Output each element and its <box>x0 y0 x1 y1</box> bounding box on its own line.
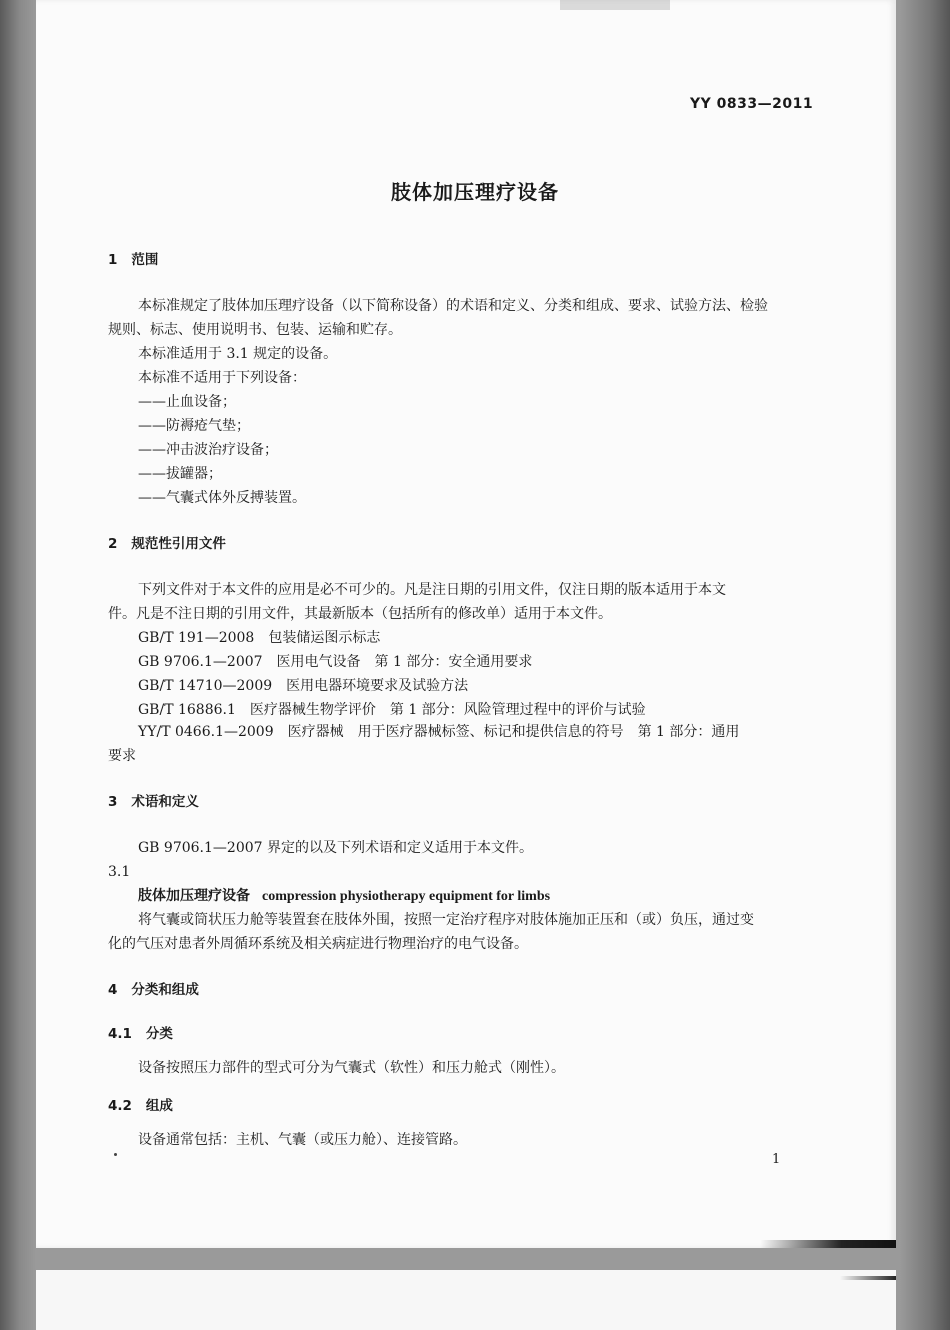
exclusion-item: ——气囊式体外反搏装置。 <box>138 490 306 506</box>
section-1-scope-applies: 本标准适用于 3.1 规定的设备。 <box>138 346 338 362</box>
next-page-edge-shadow <box>840 1276 896 1280</box>
document-title: 肢体加压理疗设备 <box>391 180 559 204</box>
normative-reference: YY/T 0466.1—2009 医疗器械 用于医疗器械标签、标记和提供信息的符号 第 1 部分：通用 <box>138 724 740 740</box>
page-number: 1 <box>772 1152 781 1167</box>
exclusion-item: ——止血设备； <box>138 394 236 410</box>
scan-smudge <box>560 0 670 10</box>
section-3-intro: GB 9706.1—2007 界定的以及下列术语和定义适用于本文件。 <box>138 840 533 856</box>
exclusion-item: ——拔罐器； <box>138 466 222 482</box>
normative-reference: GB 9706.1—2007 医用电气设备 第 1 部分：安全通用要求 <box>138 654 533 670</box>
term-definition-line-2: 化的气压对患者外周循环系统及相关病症进行物理治疗的电气设备。 <box>108 936 528 952</box>
normative-reference: GB/T 16886.1 医疗器械生物学评价 第 1 部分：风险管理过程中的评价与试验 <box>138 702 646 718</box>
subsection-4-1-text: 设备按照压力部件的型式可分为气囊式（软性）和压力舱式（刚性）。 <box>138 1060 565 1076</box>
exclusion-item: ——冲击波治疗设备； <box>138 442 278 458</box>
section-2-heading: 2 规范性引用文件 <box>108 536 226 552</box>
section-1-heading: 1 范围 <box>108 252 159 268</box>
term-definition-line-1: 将气囊或筒状压力舱等装置套在肢体外围，按照一定治疗程序对肢体施加正压和（或）负压，通过变 <box>138 912 754 928</box>
scan-speck <box>114 1153 117 1156</box>
section-4-heading: 4 分类和组成 <box>108 982 199 998</box>
section-2-paragraph-line-1: 下列文件对于本文件的应用是必不可少的。凡是注日期的引用文件，仅注日期的版本适用于本文 <box>138 582 726 598</box>
subsection-4-2-text: 设备通常包括：主机、气囊（或压力舱）、连接管路。 <box>138 1132 467 1148</box>
standard-code: YY 0833—2011 <box>690 96 814 112</box>
subsection-4-2-heading: 4.2 组成 <box>108 1098 173 1114</box>
normative-reference-continuation: 要求 <box>108 748 136 764</box>
term-entry: 肢体加压理疗设备 compression physiotherapy equipment for limbs <box>138 888 551 904</box>
section-1-paragraph-line-2: 规则、标志、使用说明书、包装、运输和贮存。 <box>108 322 402 338</box>
page-bottom-edge-shadow <box>760 1240 896 1248</box>
subsection-number: 3.1 <box>108 864 131 880</box>
normative-reference: GB/T 191—2008 包装储运图示标志 <box>138 630 381 646</box>
subsection-4-1-heading: 4.1 分类 <box>108 1026 173 1042</box>
exclusion-item: ——防褥疮气垫； <box>138 418 250 434</box>
section-2-paragraph-line-2: 件。凡是不注日期的引用文件，其最新版本（包括所有的修改单）适用于本文件。 <box>108 606 612 622</box>
section-1-paragraph-line-1: 本标准规定了肢体加压理疗设备（以下简称设备）的术语和定义、分类和组成、要求、试验方法、检验 <box>138 298 768 314</box>
next-page-edge <box>36 1270 896 1330</box>
normative-reference: GB/T 14710—2009 医用电器环境要求及试验方法 <box>138 678 469 694</box>
section-1-scope-excludes: 本标准不适用于下列设备： <box>138 370 306 386</box>
section-3-heading: 3 术语和定义 <box>108 794 199 810</box>
